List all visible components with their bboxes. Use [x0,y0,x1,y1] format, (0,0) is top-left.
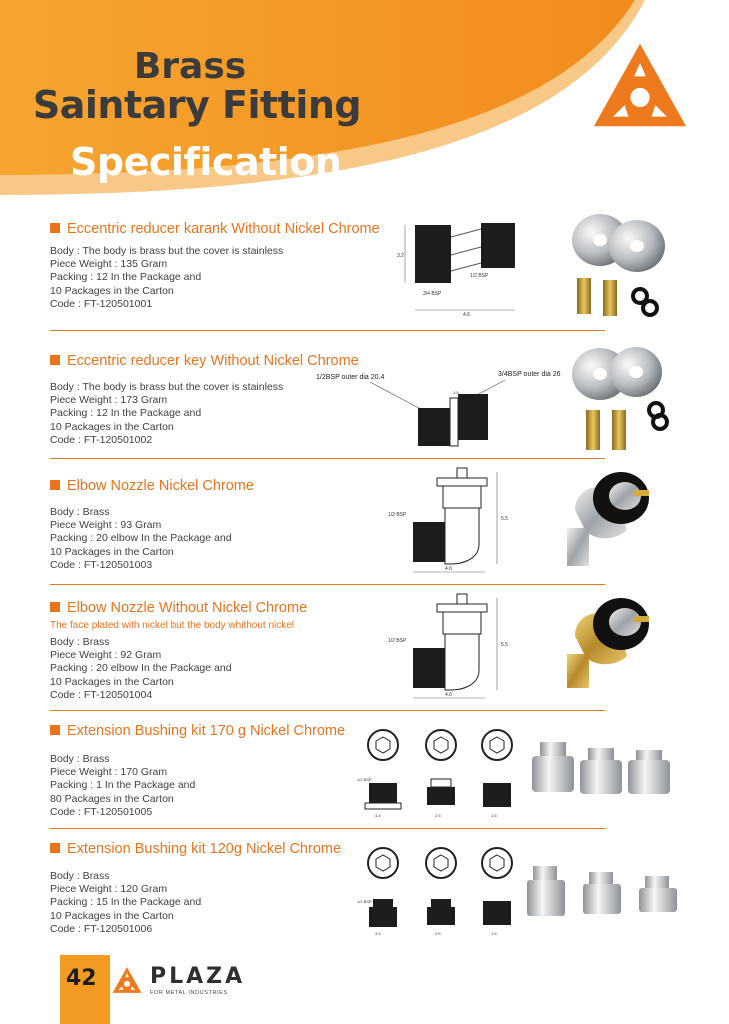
dimension-label: 2.5 [435,813,441,818]
page-header [0,0,729,210]
section-title-text: Elbow Nozzle Nickel Chrome [67,478,254,494]
spec-line: Body : Brass [50,506,110,518]
spec-details [50,753,195,819]
spec-line: 10 Packages in the Carton [50,545,174,558]
brand-name: PLAZA [150,964,246,989]
bushing-drawing [426,730,456,805]
technical-drawing [355,727,525,819]
spec-line: Piece Weight : 173 Gram [50,394,168,407]
title-line-2: Saintary Fitting [32,82,362,127]
dimension-label: 4.6 [445,692,452,698]
spec-line: Code : FT-120501001 [50,297,153,310]
dimension-label: 1/2 BSP [357,777,372,782]
spec-line: Code : FT-120501002 [50,433,153,446]
dimension-label: 1/2 BSP [470,273,489,279]
spec-line: Piece Weight : 120 Gram [50,883,168,896]
dimension-label: 3.4 [375,931,381,936]
bushing-drawing [426,848,456,925]
dimension-label: 4.6 [463,312,470,318]
section-divider [50,710,605,711]
section-title-text: Eccentric reducer karank Without Nickel Chrome [67,221,380,237]
section-subtitle: The face plated with nickel but the body whithout nickel [50,620,295,631]
brand-tagline: FOR METAL INDUSTRIES [150,990,228,996]
spec-line: 80 Packages in the Carton [50,792,174,805]
product-photo [530,738,675,800]
spec-details [50,506,232,572]
spec-line: Packing : 12 In the Package and [50,407,202,420]
dimension-label: 3.2 [397,253,404,259]
spec-line: Code : FT-120501004 [50,688,153,701]
product-photo [565,470,660,570]
section-divider [50,828,605,829]
spec-line: Piece Weight : 170 Gram [50,766,168,779]
dimension-label: 3/4BSP outer dia 26 [498,371,561,378]
spec-line: Packing : 20 elbow In the Package and [50,662,232,675]
dimension-label: 1.5 [491,813,497,818]
spec-line: Packing : 20 elbow In the Package and [50,532,232,545]
spec-line: Packing : 15 In the Package and [50,896,202,909]
section-title [50,221,380,237]
spec-details [50,870,201,936]
title-line-1: Brass [133,46,247,87]
bushing-drawing [482,730,512,807]
product-photo [525,862,680,920]
section-divider [50,458,605,459]
spec-details [50,636,232,702]
spec-line: Body : Brass [50,636,110,648]
bullet-square-icon [50,223,60,233]
spec-details [50,245,283,311]
dimension-label: 1/2 BSP [357,899,372,904]
section-title-text: Extension Bushing kit 170 g Nickel Chrome [67,723,346,739]
section-title [50,478,254,494]
section-title-text: Extension Bushing kit 120g Nickel Chrome [67,841,342,857]
spec-line: Code : FT-120501003 [50,558,153,571]
spec-line: Piece Weight : 135 Gram [50,258,168,271]
technical-drawing [385,464,525,576]
spec-line: Piece Weight : 92 Gram [50,649,162,662]
spec-line: Packing : 12 In the Package and [50,271,202,284]
dimension-label: 3/4 BSP [423,291,442,297]
spec-line: 10 Packages in the Carton [50,675,174,688]
bullet-square-icon [50,602,60,612]
bushing-drawing [368,848,398,927]
product-photo [565,596,660,692]
spec-line: Code : FT-120501006 [50,922,153,935]
bushing-drawing [482,848,512,925]
technical-drawing [310,366,575,450]
dimension-label: 1/2 BSP [388,638,407,644]
dimension-label: 4.6 [445,566,452,572]
section-title-text: Elbow Nozzle Without Nickel Chrome [67,600,308,616]
bullet-square-icon [50,480,60,490]
dimension-label: 1.5 [491,931,497,936]
section-title [50,723,345,739]
spec-line: Packing : 1 In the Package and [50,779,196,792]
page-number: 42 [66,966,97,991]
spec-line: 10 Packages in the Carton [50,284,174,297]
spec-line: Code : FT-120501005 [50,805,153,818]
spec-line: 10 Packages in the Carton [50,909,174,922]
spec-line: Piece Weight : 93 Gram [50,519,162,532]
technical-drawing [385,590,525,702]
bullet-square-icon [50,725,60,735]
bullet-square-icon [50,355,60,365]
section-divider [50,584,605,585]
spec-line: Body : Brass [50,870,110,882]
title-line-3: Specification [70,140,342,184]
dimension-label: 2.5 [435,931,441,936]
dimension-label: 5.5 [501,642,508,648]
spec-line: Body : The body is brass but the cover is stainless [50,245,284,257]
bushing-drawing [365,730,401,809]
section-title [50,841,341,857]
dimension-label: 1/2 BSP [388,512,407,518]
dimension-label: 1.5 [453,390,459,395]
dimension-label: 5.5 [501,516,508,522]
product-photo [568,342,673,454]
plaza-triangle-logo-icon [112,966,142,994]
spec-details [50,381,283,447]
section-title [50,600,307,616]
spec-line: Body : Brass [50,753,110,765]
technical-drawing [395,215,525,320]
dimension-label: 1/2BSP outer dia 20.4 [316,374,385,381]
section-divider [50,330,605,331]
spec-line: Body : The body is brass but the cover is stainless [50,381,284,393]
technical-drawing [355,845,525,937]
bullet-square-icon [50,843,60,853]
spec-line: 10 Packages in the Carton [50,420,174,433]
plaza-triangle-logo-icon [592,40,688,130]
section-title-text: Eccentric reducer key Without Nickel Chrome [67,353,359,369]
dimension-label: 3.4 [375,813,381,818]
product-photo [565,208,670,320]
title-block [0,48,400,126]
